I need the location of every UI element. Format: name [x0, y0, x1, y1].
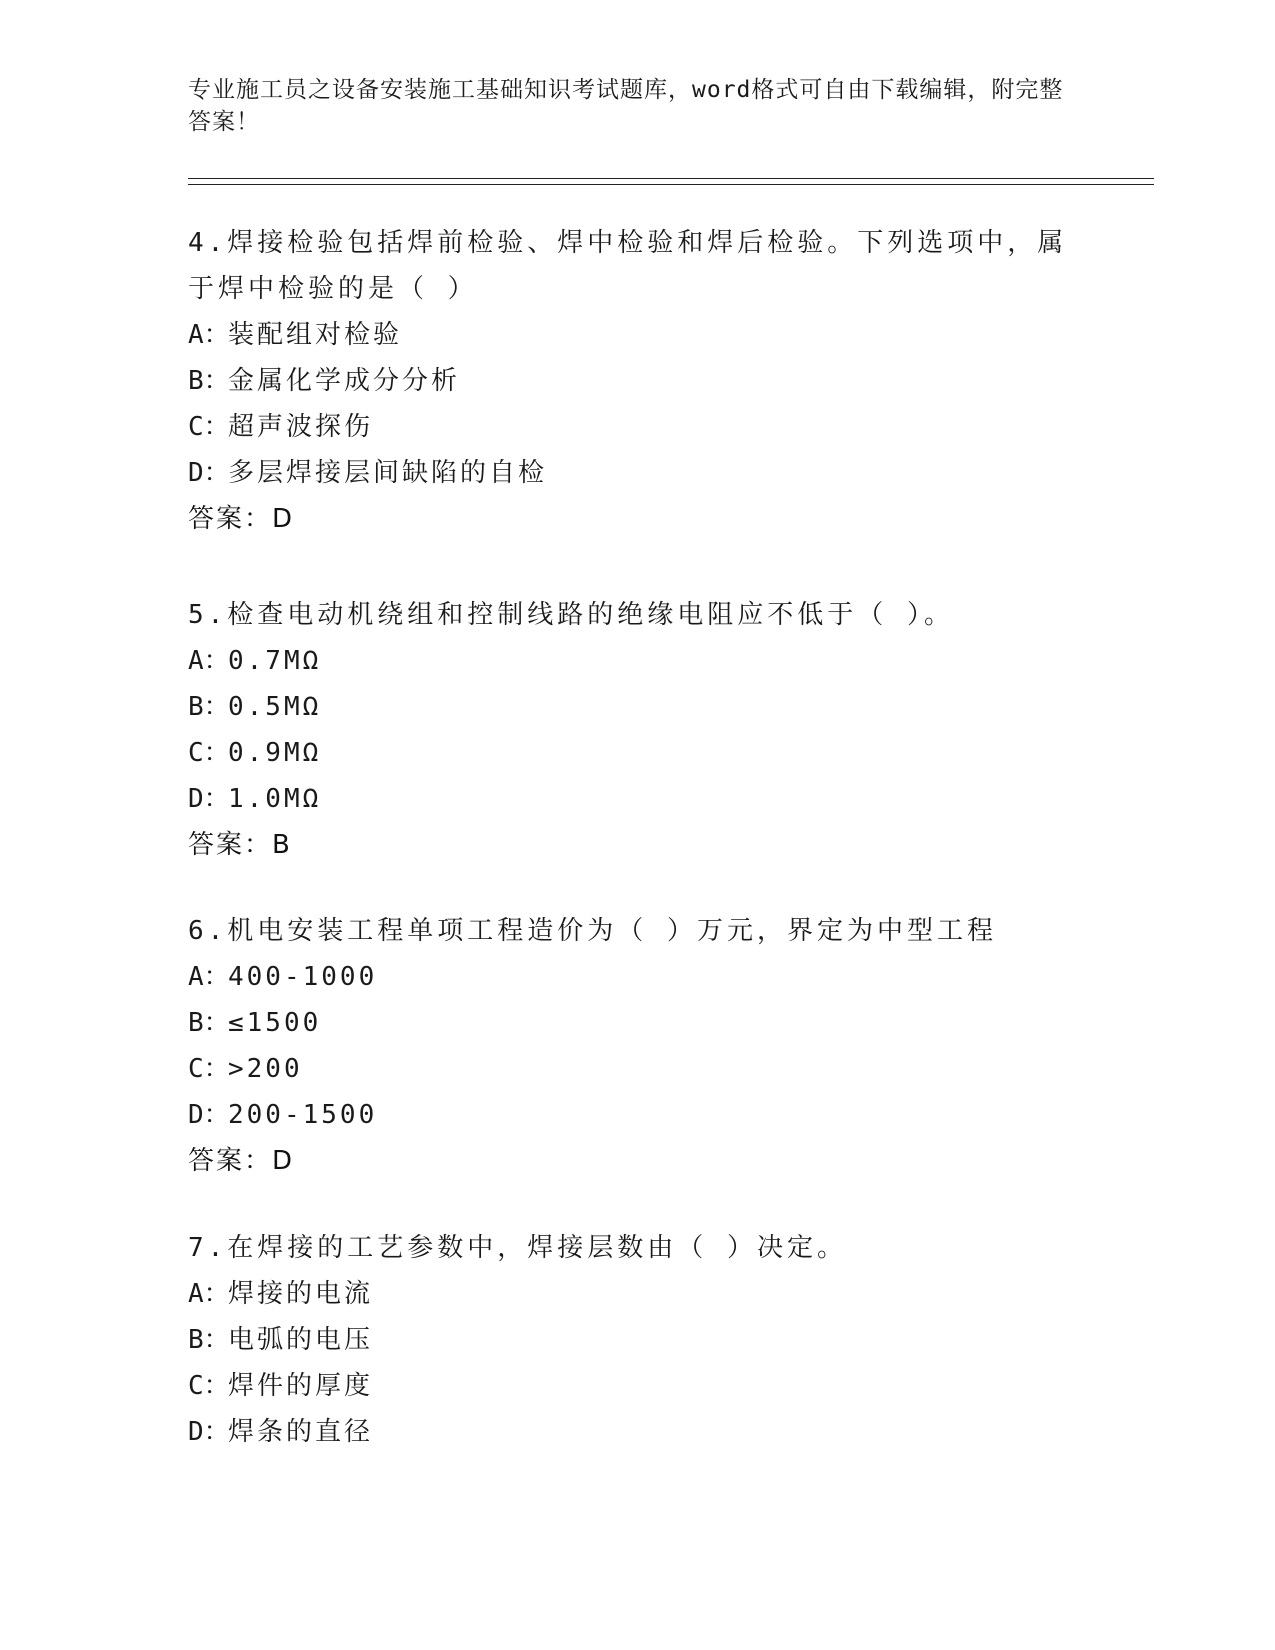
option-a — [188, 638, 1088, 684]
option-text: 0.7MΩ — [228, 646, 322, 676]
question-5 — [188, 592, 1088, 868]
option-text: 焊件的厚度 — [228, 1371, 374, 1401]
option-text: 0.5MΩ — [228, 692, 322, 722]
option-d — [188, 1409, 1088, 1455]
option-key: C： — [188, 738, 230, 768]
header-divider-bottom — [188, 184, 1154, 185]
option-b — [188, 358, 1088, 404]
option-key: C： — [188, 412, 230, 442]
option-d — [188, 776, 1088, 822]
option-key: C： — [188, 1054, 230, 1084]
option-key: D： — [188, 784, 230, 814]
option-c — [188, 730, 1088, 776]
option-b — [188, 684, 1088, 730]
option-key: A： — [188, 320, 230, 350]
option-text: 焊接的电流 — [228, 1279, 374, 1309]
option-text: 焊条的直径 — [228, 1417, 374, 1447]
document-header: 专业施工员之设备安装施工基础知识考试题库，word格式可自由下载编辑，附完整答案！ — [188, 77, 1064, 135]
answer-line: 答案：D — [188, 1146, 295, 1176]
option-d — [188, 1092, 1088, 1138]
question-6 — [188, 908, 1088, 1184]
question-7 — [188, 1225, 1088, 1455]
option-a — [188, 954, 1088, 1000]
option-key: D： — [188, 458, 230, 488]
option-key: B： — [188, 692, 230, 722]
header-divider-top — [188, 178, 1154, 179]
option-b — [188, 1000, 1088, 1046]
option-key: D： — [188, 1100, 230, 1130]
option-text: 装配组对检验 — [228, 320, 403, 350]
option-text: 超声波探伤 — [228, 412, 374, 442]
option-key: C： — [188, 1371, 230, 1401]
answer-line: 答案：B — [188, 830, 292, 860]
option-text: 1.0MΩ — [228, 784, 322, 814]
option-text: 400-1000 — [228, 962, 378, 992]
option-key: A： — [188, 962, 230, 992]
option-text: 多层焊接层间缺陷的自检 — [228, 458, 548, 488]
option-text: 金属化学成分分析 — [228, 366, 461, 396]
option-c — [188, 1363, 1088, 1409]
option-a — [188, 1271, 1088, 1317]
option-a — [188, 312, 1088, 358]
option-text: 200-1500 — [228, 1100, 378, 1130]
question-4 — [188, 220, 1088, 542]
option-key: B： — [188, 1325, 230, 1355]
option-key: A： — [188, 646, 230, 676]
option-d — [188, 450, 1088, 496]
option-text: 电弧的电压 — [228, 1325, 374, 1355]
option-text: >200 — [228, 1054, 303, 1084]
answer-line: 答案：D — [188, 504, 295, 534]
option-c — [188, 1046, 1088, 1092]
question-stem: 5.检查电动机绕组和控制线路的绝缘电阻应不低于（ ）。 — [188, 600, 954, 630]
option-text: ≤1500 — [228, 1008, 322, 1038]
option-key: B： — [188, 1008, 230, 1038]
option-b — [188, 1317, 1088, 1363]
option-key: A： — [188, 1279, 230, 1309]
question-stem: 7.在焊接的工艺参数中，焊接层数由（ ）决定。 — [188, 1233, 847, 1263]
question-stem: 6.机电安装工程单项工程造价为（ ）万元，界定为中型工程 — [188, 916, 997, 946]
option-key: D： — [188, 1417, 230, 1447]
option-text: 0.9MΩ — [228, 738, 322, 768]
option-key: B： — [188, 366, 230, 396]
option-c — [188, 404, 1088, 450]
question-stem: 4.焊接检验包括焊前检验、焊中检验和焊后检验。下列选项中，属于焊中检验的是（ ） — [188, 228, 1068, 304]
